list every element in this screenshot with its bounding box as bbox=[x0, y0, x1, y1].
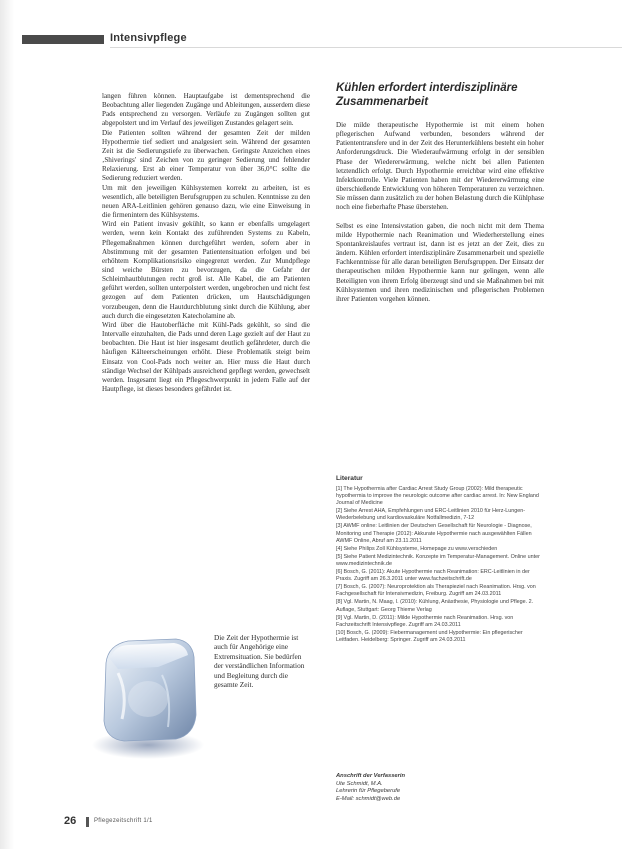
footer-bar bbox=[86, 817, 89, 827]
header-rule bbox=[110, 47, 622, 48]
author-email[interactable]: E-Mail: schmidt@web.de bbox=[336, 795, 401, 802]
right-column bbox=[336, 121, 544, 304]
reference-item: [8] Vgl. Martin, N. Maag, I. (2010): Kühlung, Anästhesie, Physiologie und Pflege. 2. Auflage, Stuttgart: Georg Thieme Verlag bbox=[336, 599, 534, 613]
reference-item: [6] Bosch, G. (2011): Akute Hypothermie nach Reanimation: ERC-Leitlinien in der Praxis. Zugriff am 26.3.2011 unter www.fachzeitschrift.de bbox=[336, 569, 530, 583]
right-paragraph: Selbst es eine Intensivstation gaben, die noch nicht mit dem Thema milde Hypothermie nach Reanimation und Wiederherstellung eines Spontankreislaufes vertraut ist, dann ist es jetzt an der Zeit, dies zu ändern. Kühlen erfordert interdisziplinäre Zusammenarbeit und spezielle Fachkenntnisse für alle daran beteiligten Berufsgruppen. Der Einsatz der therapeutischen milden Hypothermie kann nur gelingen, wenn alle Beteiligten von ihrem Erfolg überzeugt sind und sie Maßnahmen bei mit Kühlsystemen und ihren medizinischen und pflegerischen Problemen ihrer Patienten vorgehen können. bbox=[336, 221, 544, 303]
page-number: 26 bbox=[64, 815, 77, 827]
section-marker-bar bbox=[22, 35, 104, 44]
reference-item: [2] Siehe Arrest AHA, Empfehlungen und ERC-Leitlinien 2010 für Herz-Lungen-Wiederbelebung und kardiovaskuläre Notfallmedizin, 7-12 bbox=[336, 508, 526, 522]
section-heading: Kühlen erfordert interdisziplinäre Zusammenarbeit bbox=[336, 82, 518, 108]
magazine-name: Pflegezeitschrift 1/1 bbox=[94, 818, 153, 824]
image-caption: Die Zeit der Hypothermie ist auch für Angehörige eine Extremsituation. Sie bedürfen der verständlichen Information und Begleitung durch die gesamte Zeit. bbox=[214, 633, 305, 690]
reference-item: [9] Vgl. Martin, D. (2011): Milde Hypothermie nach Reanimation. Hrsg. von Fachzeitschrift Intensivpflege. Zugriff am 24.03.2011 bbox=[336, 614, 514, 628]
left-paragraph: Wird ein Patient invasiv gekühlt, so kann er ebenfalls umgelagert werden, wenn kein Kontakt des zuführenden Systems zu Kabeln, Pflegemaßnahmen können durchgeführt werden, sofern aber in Abstimmung mit der gesamten Patientensituation erfolgen und bei erhöhtem Komplikationsrisiko eingegrenzt werden. Zur Mundpflege sind weiche Bürsten zu bevorzugen, da die Gefahr der Schleimhautblutungen recht groß ist. Alle Kabel, die am Patienten geführt werden, sollten unterpolstert werden, ungebrochen und nicht fest gezogen auf dem Patienten drücken, um Hautschädigungen vorzubeugen, denn die Hautdurchblutung sinkt durch die Kühlung, aber auch durch die eingesetzten Katecholamine ab. bbox=[102, 220, 310, 320]
reference-item: [5] Siehe Patient Medizintechnik. Konzepte im Temperatur-Management. Online unter www.medizintechnik.de bbox=[336, 553, 540, 567]
references-heading: Literatur bbox=[336, 475, 363, 482]
ice-cube-image bbox=[88, 623, 208, 763]
reference-item: [10] Bosch, G. (2009): Fiebermanagement und Hypothermie: Ein pflegerischer Leitfaden. Heidelberg: Springer. Zugriff am 24.03.2011 bbox=[336, 629, 523, 643]
left-paragraph: Um mit den jeweiligen Kühlsystemen korrekt zu arbeiten, ist es wesentlich, alle beteiligten Berufsgruppen zu schulen. Kenntnisse zu den neuen ARA-Leitlinien gehören genauso dazu, wie eine Einweisung in die firmenintern des Kühlsystems. bbox=[102, 183, 310, 220]
references-list bbox=[336, 486, 546, 645]
left-column bbox=[102, 92, 310, 394]
author-role: Lehrerin für Pflegeberufe bbox=[336, 788, 401, 795]
reference-item: [7] Bosch, G. (2007): Neuroprotektion als Therapieziel nach Reanimation. Hrsg. von Fachgesellschaft für Intensivmedizin, Freiburg. Zugriff am 24.03.2011 bbox=[336, 584, 536, 598]
reference-item: [4] Siehe Philips Zoll Kühlsysteme, Homepage zu www.verschieden bbox=[336, 545, 498, 552]
page-header bbox=[22, 32, 622, 46]
author-block bbox=[336, 773, 536, 803]
author-name: Ute Schmidt, M.A. bbox=[336, 780, 383, 787]
reference-item: [1] The Hypothermia after Cardiac Arrest Study Group (2002): Mild therapeutic hypothermia to improve the neurologic outcome after cardiac arrest. In: New England Journal of Medicine bbox=[336, 486, 539, 507]
left-paragraph: langen führen können. Hauptaufgabe ist dementsprechend die Beobachtung aller liegenden Zugänge und Ableitungen, ausserdem diese Pads entsprechend zu versorgen. Verläufe zu Zugängen sollten gut abgepolstert und im Verlauf des jeweiligen Zustandes gelagert sein. bbox=[102, 92, 310, 128]
reference-item: [3] AWMF online: Leitlinien der Deutschen Gesellschaft für Neurologie - Diagnose, Monitoring und Therapie (2012): Akkurate Hypothermie nach ausgewählten Fällen AWMF Online, Abruf am 23.11.2011 bbox=[336, 523, 532, 544]
left-paragraph: Wird über die Hautoberfläche mit Kühl-Pads gekühlt, so sind die Intervalle einzuhalten, die Pads unnd deren Lage gezielt auf der Haut zu beobachten. Die Haut ist hier insgesamt deutlich gefährdeter, durch die häufigen Kälteerscheinungen erhöht. Diese Problematik steigt beim Einsatz von Cool-Pads noch weiter an. Hier muss die Haut durch ständige Wechsel der Kühlpads ausreichend gepflegt werden, gewechselt werden. Insgesamt liegt ein Pflegeschwerpunkt in jedem Falle auf der Hautpflege, ist dieses besonders gefährdet ist. bbox=[102, 320, 310, 393]
section-title: Intensivpflege bbox=[110, 32, 187, 44]
page-footer bbox=[64, 815, 624, 829]
author-heading: Anschrift der Verfasserin bbox=[336, 773, 406, 779]
right-paragraph: Die milde therapeutische Hypothermie ist mit einem hohen pflegerischen Aufwand verbunden, besonders während der Patiententransfere und in der Zeit des Herunterkühlens besteht ein hoher Anforderungsdruck. Die Wiederaufwärmung erfolgt in der sensiblen Phase der Wiedererwärmung, welche nicht bei allen Patienten letztendlich erfolgt. Durch Hypothermie erreichbar wird eine effektive Infektkontrolle. Viele Patienten haben mit der Wiedererwärmung eine überschießende Entwicklung von höheren Temperaturen zu verzeichnen. Sie müssen dann zusätzlich zu der hohen Belastung durch die Kühlphase noch eine fieberhafte Phase überstehen. bbox=[336, 121, 544, 212]
left-paragraph: Die Patienten sollten während der gesamten Zeit der milden Hypothermie tief sediert und analgesiert sein. Während der gesamten Zeit ist die Sedierungstiefe zu überwachen. Geringste Anzeichen eines ‚Shiverings' sind Zeichen von zu geringer Sedierung und fehlender Relaxierung. Erst ab einer Temperatur von über 36,0°C sollte die Sedierung reduziert werden. bbox=[102, 128, 310, 183]
